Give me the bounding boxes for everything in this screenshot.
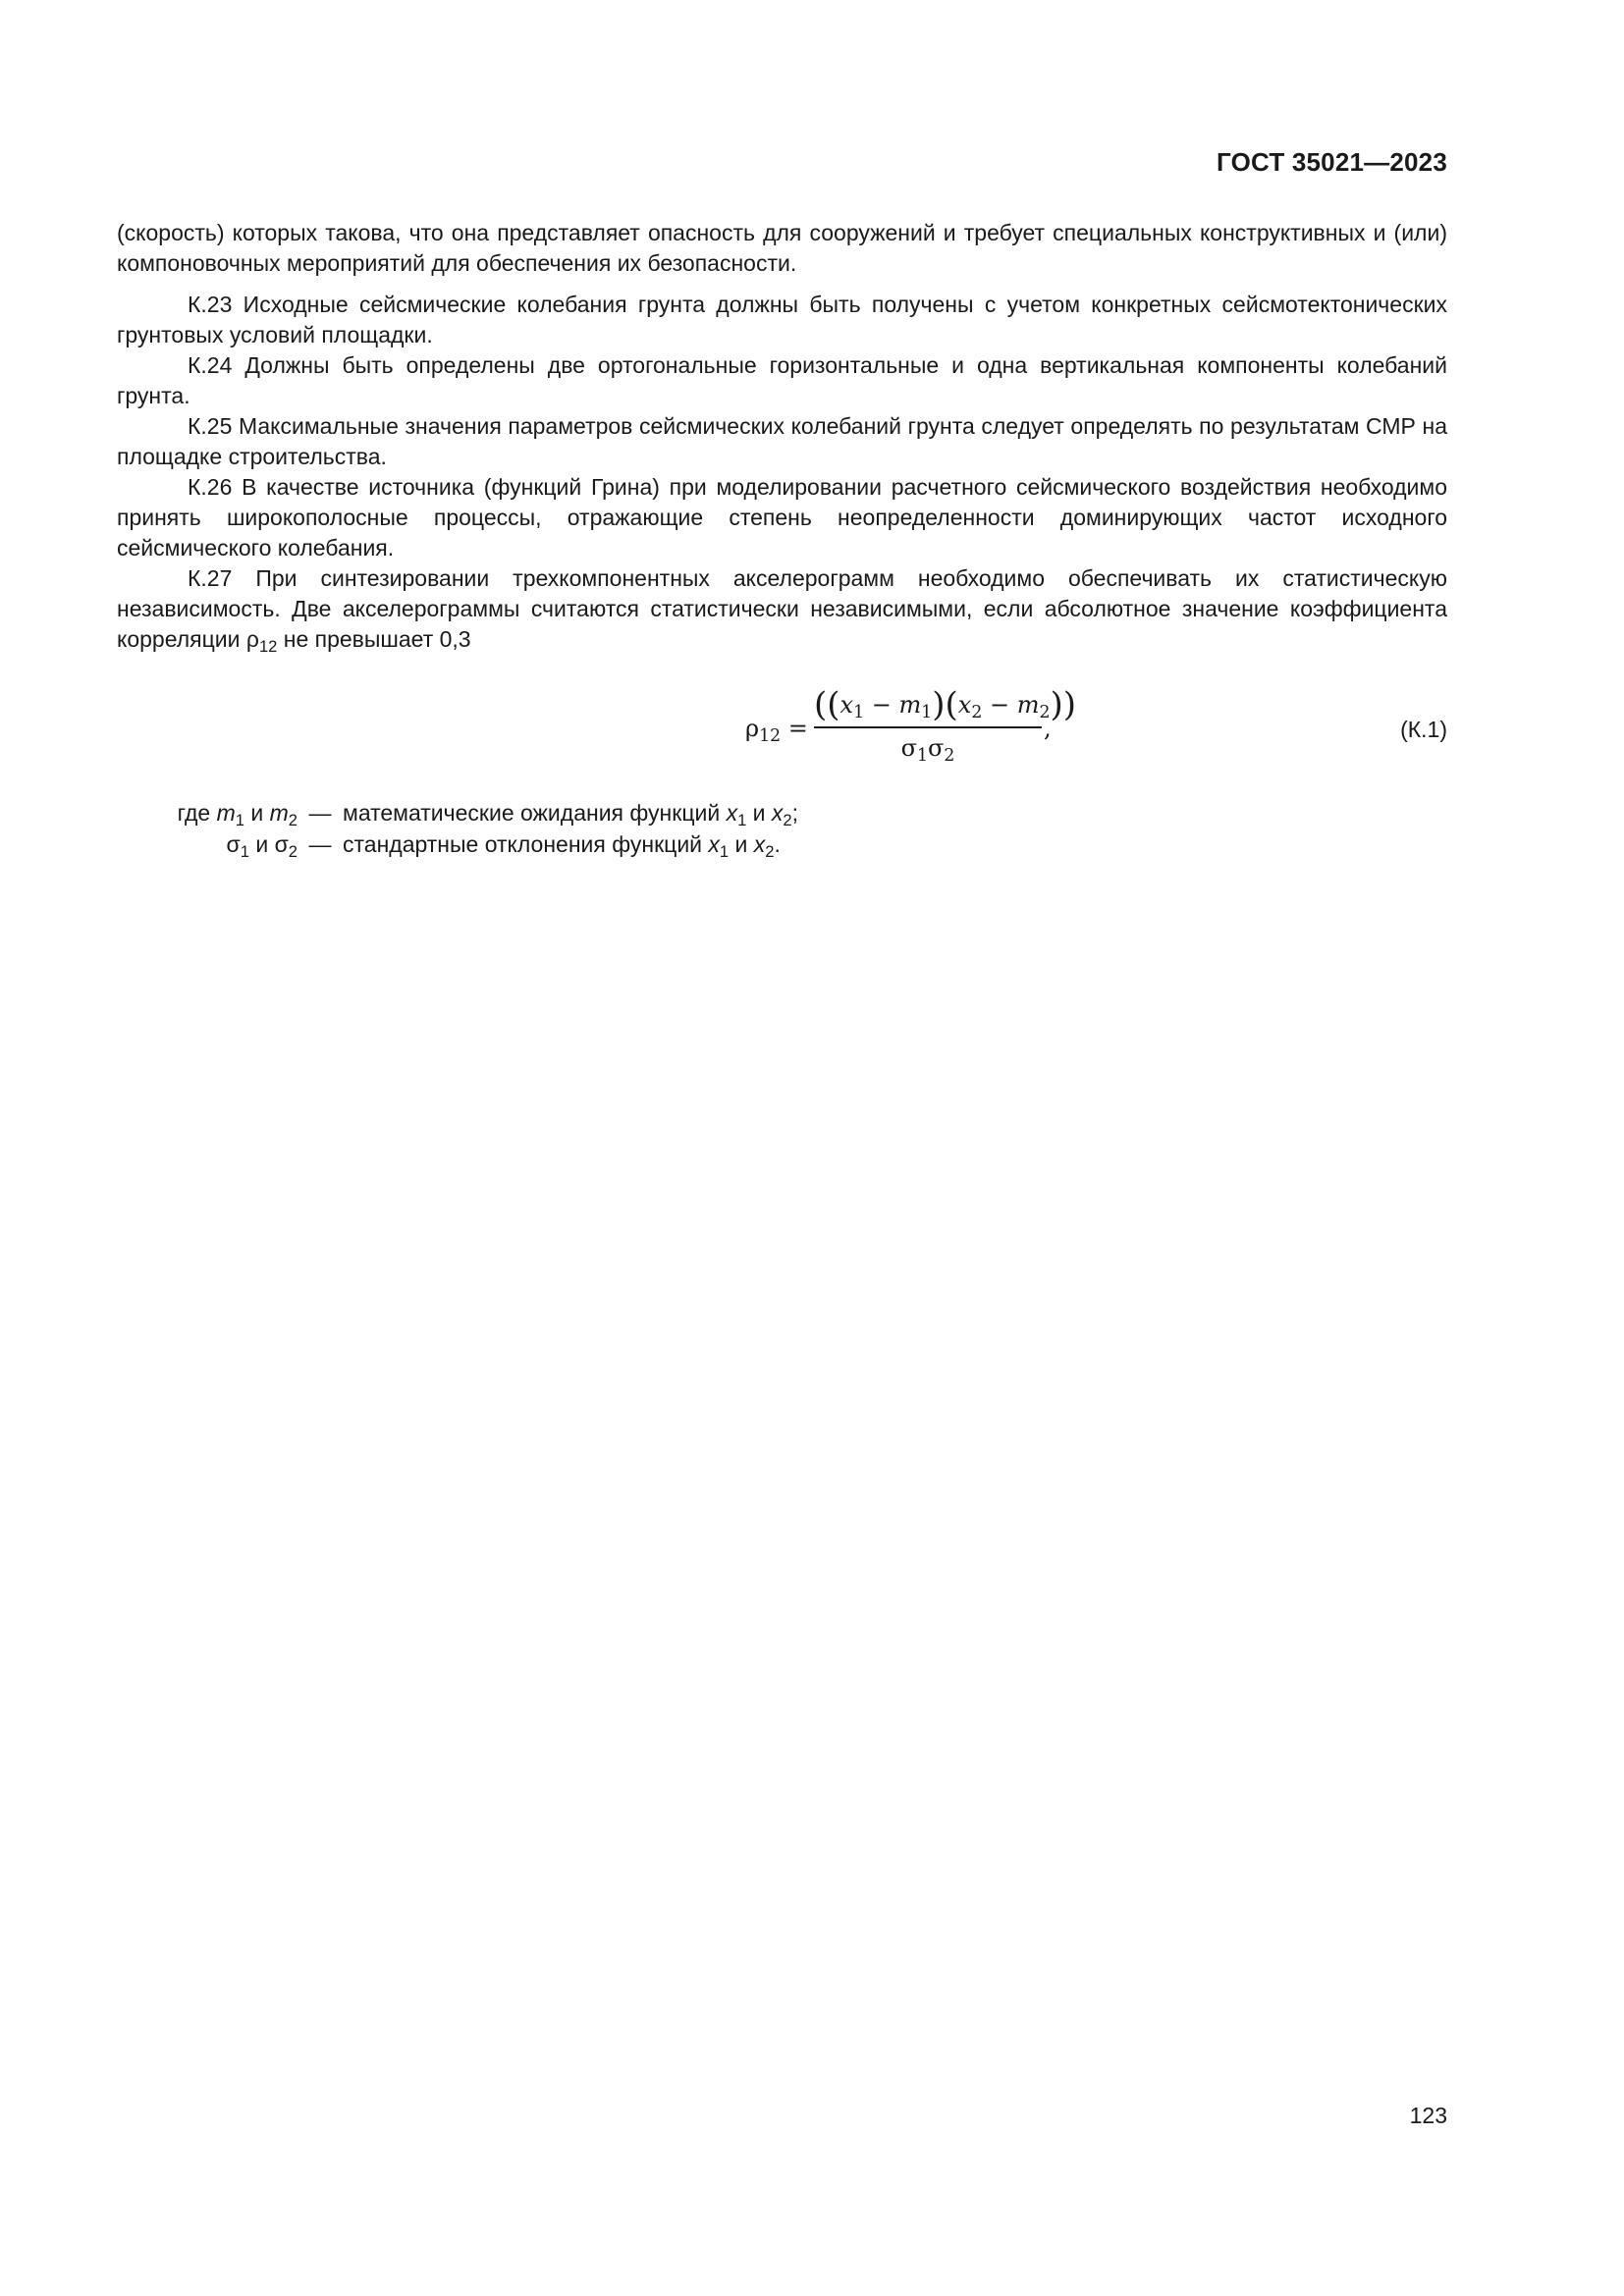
page-number: 123 xyxy=(1409,2103,1447,2128)
paragraph-k25: К.25 Максимальные значения параметров сейсмических колебаний грунта следует определять по результатам СМР на площадке строительства. xyxy=(117,413,1447,469)
k27-text: К.27 При синтезировании трехкомпонентных акселерограмм необходимо обеспечивать их статистическую независимость. Две акселерограммы считаются статистически независимыми, если абсолютное значение коэффициента корреляции xyxy=(117,565,1447,652)
definition-term: где $m_1$ и $m_2$ xyxy=(177,800,298,829)
formula-k1 xyxy=(117,683,1447,779)
fraction-bar xyxy=(814,726,1042,728)
paragraph-k26: К.26 В качестве источника (функций Грина) при моделировании расчетного сейсмического воздействия необходимо принять широкополосные процессы, отражающие степень неопределенности доминирующих частот исходного сейсмического колебания. xyxy=(117,474,1447,561)
formula-denominator: $\sigma_1\sigma_2$ xyxy=(900,734,955,767)
definition-dash: — xyxy=(308,800,332,826)
definition-description: математические ожидания функций $x_1$ и $x_2$; xyxy=(343,800,799,829)
equation-number: (К.1) xyxy=(1400,717,1447,742)
definition-dash: — xyxy=(308,831,332,857)
paragraph-k23: К.23 Исходные сейсмические колебания грунта должны быть получены с учетом конкретных сейсмотектонических грунтовых условий площадки. xyxy=(117,292,1447,347)
formula-numerator: $((x_1 - m_1)(x_2 - m_2))$ xyxy=(814,685,1076,724)
k27-rho-symbol: ρ xyxy=(245,626,259,652)
formula-lhs: $\rho_{12}$ = xyxy=(745,715,808,747)
definitions-list xyxy=(117,797,798,860)
formula-fraction xyxy=(814,683,1076,779)
formula-comma: , xyxy=(1044,715,1052,742)
definition-row-sigma xyxy=(117,828,798,860)
paragraph-k24: К.24 Должны быть определены две ортогональные горизонтальные и одна вертикальная компоненты колебаний грунта. xyxy=(117,352,1447,408)
definition-row-m xyxy=(117,797,798,828)
k27-rho-subscript: 12 xyxy=(258,636,278,656)
k27-end: не превышает 0,3 xyxy=(283,626,471,652)
paragraph-k27 xyxy=(117,563,1447,655)
definition-description: стандартные отклонения функций $x_1$ и $x_2$. xyxy=(343,831,781,861)
paragraph-continuation: (скорость) которых такова, что она представляет опасность для сооружений и требует специальных конструктивных и (или) компоновочных мероприятий для обеспечения их безопасности. xyxy=(117,220,1447,276)
document-header: ГОСТ 35021—2023 xyxy=(1217,147,1447,177)
definition-term: $\sigma_1$ и $\sigma_2$ xyxy=(226,831,298,861)
body-text xyxy=(117,218,1447,655)
